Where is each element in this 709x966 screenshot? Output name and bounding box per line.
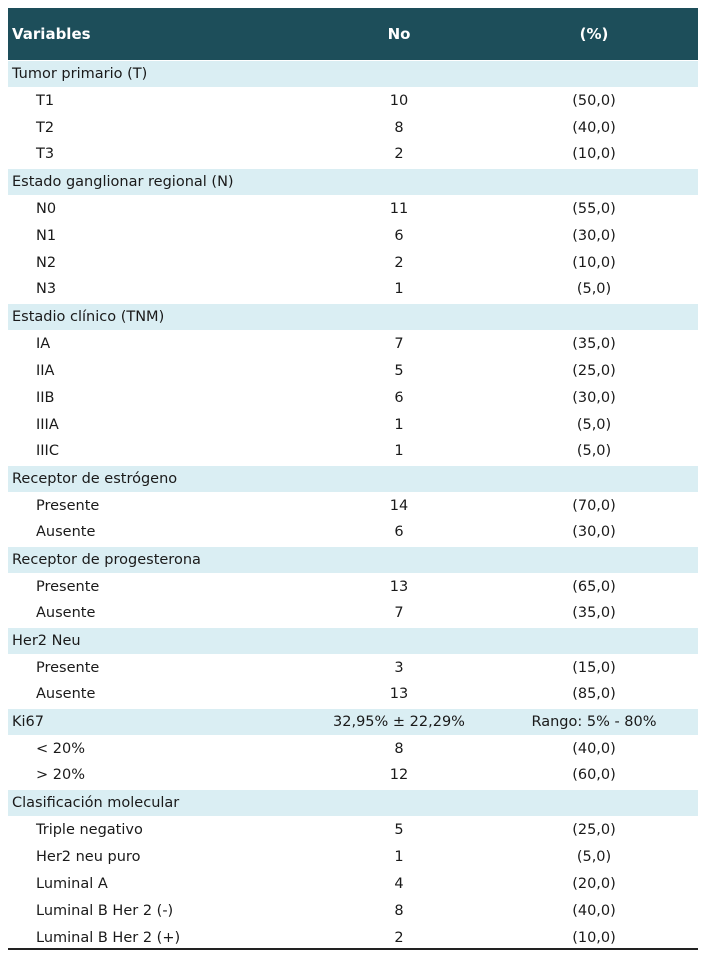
row-pct: (60,0) [572, 767, 616, 784]
table-row [8, 357, 698, 384]
section-no: 32,95% ± 22,29% [308, 708, 490, 735]
section-no [308, 546, 490, 573]
row-label: T3 [36, 146, 55, 163]
section-no [308, 789, 490, 816]
section-pct [490, 465, 698, 492]
section-pct [490, 60, 698, 87]
section-pct [490, 789, 698, 816]
row-pct: (40,0) [572, 740, 616, 757]
section-no [308, 168, 490, 195]
row-no: 14 [389, 497, 409, 514]
row-label: IA [36, 335, 51, 352]
row-no: 2 [394, 929, 404, 946]
row-no: 3 [394, 659, 404, 676]
row-label: < 20% [36, 740, 85, 757]
row-pct: (40,0) [572, 119, 616, 136]
row-pct: (5,0) [576, 443, 612, 460]
row-no: 13 [389, 686, 409, 703]
section-label: Estado ganglionar regional (N) [8, 168, 308, 195]
row-pct: (30,0) [572, 227, 616, 244]
row-no: 7 [394, 605, 404, 622]
row-no: 1 [394, 416, 404, 433]
table-row [8, 141, 698, 168]
section-pct [490, 303, 698, 330]
row-no: 2 [394, 254, 404, 271]
row-label: Ausente [36, 524, 96, 541]
row-label: T1 [36, 92, 55, 109]
section-label: Receptor de estrógeno [8, 465, 308, 492]
table-row [8, 762, 698, 789]
table-row [8, 843, 698, 870]
row-pct: (10,0) [572, 146, 616, 163]
section-label: Estadio clínico (TNM) [8, 303, 308, 330]
top-strip [0, 0, 709, 8]
section-pct [490, 627, 698, 654]
table-row [8, 681, 698, 708]
row-pct: (55,0) [572, 200, 616, 217]
row-label: T2 [36, 119, 55, 136]
row-pct: (30,0) [572, 389, 616, 406]
row-no: 6 [394, 227, 404, 244]
row-no: 1 [394, 281, 404, 298]
table-row [8, 735, 698, 762]
table-row [8, 870, 698, 897]
row-pct: (15,0) [572, 659, 616, 676]
row-label: Presente [36, 497, 100, 514]
row-label: N1 [36, 227, 57, 244]
table-row [8, 654, 698, 681]
table-row [8, 276, 698, 303]
row-pct: (25,0) [572, 362, 616, 379]
row-no: 13 [389, 578, 409, 595]
table-header-row [8, 8, 698, 60]
row-pct: (85,0) [572, 686, 616, 703]
row-label: IIB [36, 389, 55, 406]
table-row [8, 87, 698, 114]
row-pct: (35,0) [572, 335, 616, 352]
section-row [8, 168, 698, 195]
row-pct: (65,0) [572, 578, 616, 595]
row-label: N3 [36, 281, 57, 298]
row-no: 5 [394, 821, 404, 838]
section-label: Clasificación molecular [8, 789, 308, 816]
row-label: N2 [36, 254, 57, 271]
section-row [8, 465, 698, 492]
section-row [8, 303, 698, 330]
row-no: 11 [389, 200, 409, 217]
row-label: IIIA [36, 416, 59, 433]
section-pct: Rango: 5% - 80% [490, 708, 698, 735]
table-row [8, 600, 698, 627]
table-row [8, 519, 698, 546]
row-label: Luminal B Her 2 (-) [36, 902, 174, 919]
table-row [8, 195, 698, 222]
table-row [8, 438, 698, 465]
row-label: Luminal B Her 2 (+) [36, 929, 181, 946]
row-label: IIIC [36, 443, 59, 460]
section-label: Tumor primario (T) [8, 60, 308, 87]
row-no: 1 [394, 443, 404, 460]
row-pct: (10,0) [572, 254, 616, 271]
table-row [8, 816, 698, 843]
row-label: > 20% [36, 767, 85, 784]
header-variables: Variables [12, 24, 91, 43]
header-pct: (%) [579, 24, 609, 43]
table-row [8, 411, 698, 438]
row-no: 5 [394, 362, 404, 379]
bottom-rule [8, 948, 698, 950]
section-row [8, 546, 698, 573]
row-no: 6 [394, 524, 404, 541]
section-label: Ki67 [8, 708, 308, 735]
section-label: Receptor de progesterona [8, 546, 308, 573]
row-pct: (40,0) [572, 902, 616, 919]
row-label: Ausente [36, 605, 96, 622]
row-no: 8 [394, 902, 404, 919]
section-row [8, 60, 698, 87]
table-row [8, 492, 698, 519]
row-pct: (5,0) [576, 281, 612, 298]
row-label: Presente [36, 578, 100, 595]
row-no: 7 [394, 335, 404, 352]
section-no [308, 303, 490, 330]
row-no: 8 [394, 740, 404, 757]
header-no: No [387, 24, 411, 43]
row-no: 10 [389, 92, 409, 109]
row-pct: (10,0) [572, 929, 616, 946]
row-pct: (5,0) [576, 848, 612, 865]
row-label: Ausente [36, 686, 96, 703]
row-pct: (20,0) [572, 875, 616, 892]
row-label: Her2 neu puro [36, 848, 141, 865]
row-pct: (35,0) [572, 605, 616, 622]
table-row [8, 384, 698, 411]
row-no: 6 [394, 389, 404, 406]
section-row [8, 789, 698, 816]
section-no [308, 465, 490, 492]
table-row [8, 330, 698, 357]
data-table [8, 8, 698, 951]
row-label: N0 [36, 200, 57, 217]
row-label: Luminal A [36, 875, 108, 892]
table-row [8, 249, 698, 276]
table-row [8, 897, 698, 924]
row-pct: (70,0) [572, 497, 616, 514]
row-pct: (30,0) [572, 524, 616, 541]
row-no: 12 [389, 767, 409, 784]
row-pct: (50,0) [572, 92, 616, 109]
section-label: Her2 Neu [8, 627, 308, 654]
table-row [8, 924, 698, 951]
table-row [8, 573, 698, 600]
section-row [8, 708, 698, 735]
section-pct [490, 546, 698, 573]
section-no [308, 60, 490, 87]
row-no: 4 [394, 875, 404, 892]
row-no: 2 [394, 146, 404, 163]
row-label: Presente [36, 659, 100, 676]
row-no: 1 [394, 848, 404, 865]
row-no: 8 [394, 119, 404, 136]
table-row [8, 222, 698, 249]
table-body [8, 60, 698, 951]
section-row [8, 627, 698, 654]
table-row [8, 114, 698, 141]
row-label: IIA [36, 362, 55, 379]
row-label: Triple negativo [36, 821, 143, 838]
row-pct: (5,0) [576, 416, 612, 433]
section-no [308, 627, 490, 654]
section-pct [490, 168, 698, 195]
row-pct: (25,0) [572, 821, 616, 838]
